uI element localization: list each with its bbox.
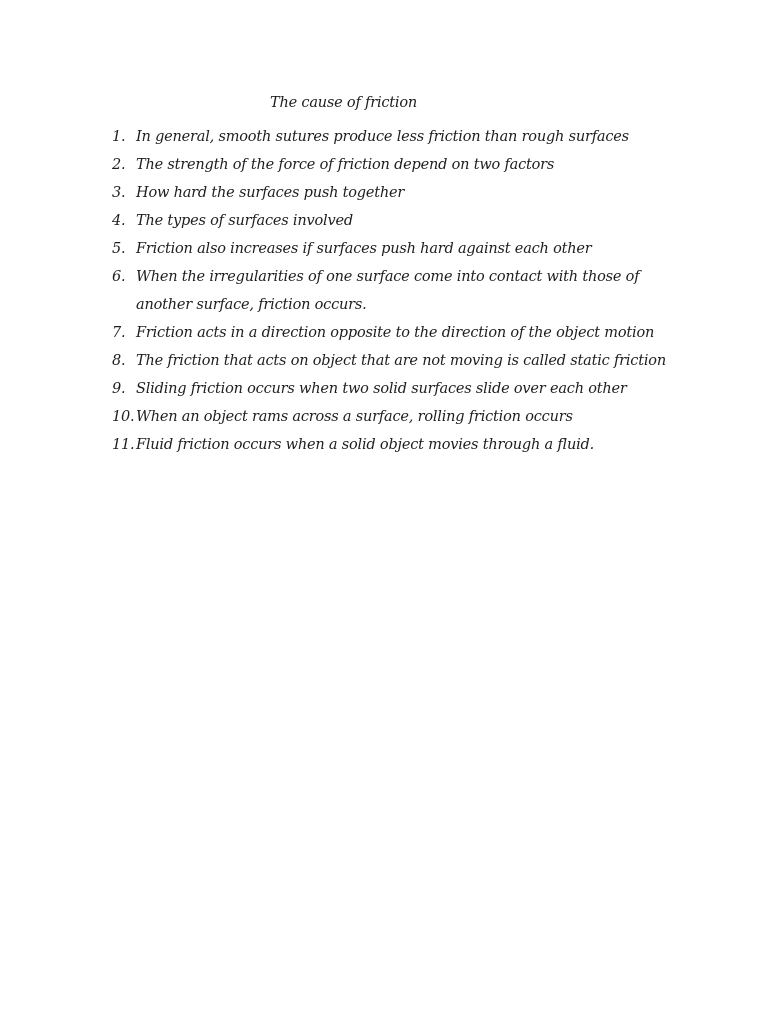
list-item-number: 9. [112,381,126,397]
notes-list [112,123,672,459]
document-title: The cause of friction [270,95,418,111]
list-item-text: The types of surfaces involved [136,213,353,229]
list-item-number: 11. [112,437,135,453]
list-item [112,179,672,207]
list-item-number: 2. [112,157,126,173]
list-item-number: 6. [112,269,126,285]
list-item-text: Friction acts in a direction opposite to the direction of the object motion [136,325,655,341]
list-item [112,431,672,459]
list-item [112,207,672,235]
list-item-text: When an object rams across a surface, rolling friction occurs [136,409,573,425]
list-item-number: 10. [112,409,135,425]
list-item-number: 4. [112,213,126,229]
list-item-number: 8. [112,353,126,369]
list-item-number: 3. [112,185,126,201]
list-item [112,347,672,375]
list-item [112,263,672,319]
list-item-text: The strength of the force of friction depend on two factors [136,157,555,173]
list-item-text: Sliding friction occurs when two solid surfaces slide over each other [136,381,627,397]
list-item-text: When the irregularities of one surface come into contact with those of another surface, friction occurs. [136,269,640,313]
list-item-number: 1. [112,129,126,145]
list-item [112,151,672,179]
list-item-text: The friction that acts on object that are not moving is called static friction [136,353,666,369]
list-item-number: 7. [112,325,126,341]
list-item-number: 5. [112,241,126,257]
list-item-text: How hard the surfaces push together [136,185,405,201]
list-item [112,375,672,403]
list-item [112,319,672,347]
list-item-text: Fluid friction occurs when a solid object movies through a fluid. [136,437,595,453]
list-item [112,123,672,151]
list-item [112,403,672,431]
list-item [112,235,672,263]
list-item-text: In general, smooth sutures produce less friction than rough surfaces [136,129,629,145]
list-item-text: Friction also increases if surfaces push hard against each other [136,241,592,257]
